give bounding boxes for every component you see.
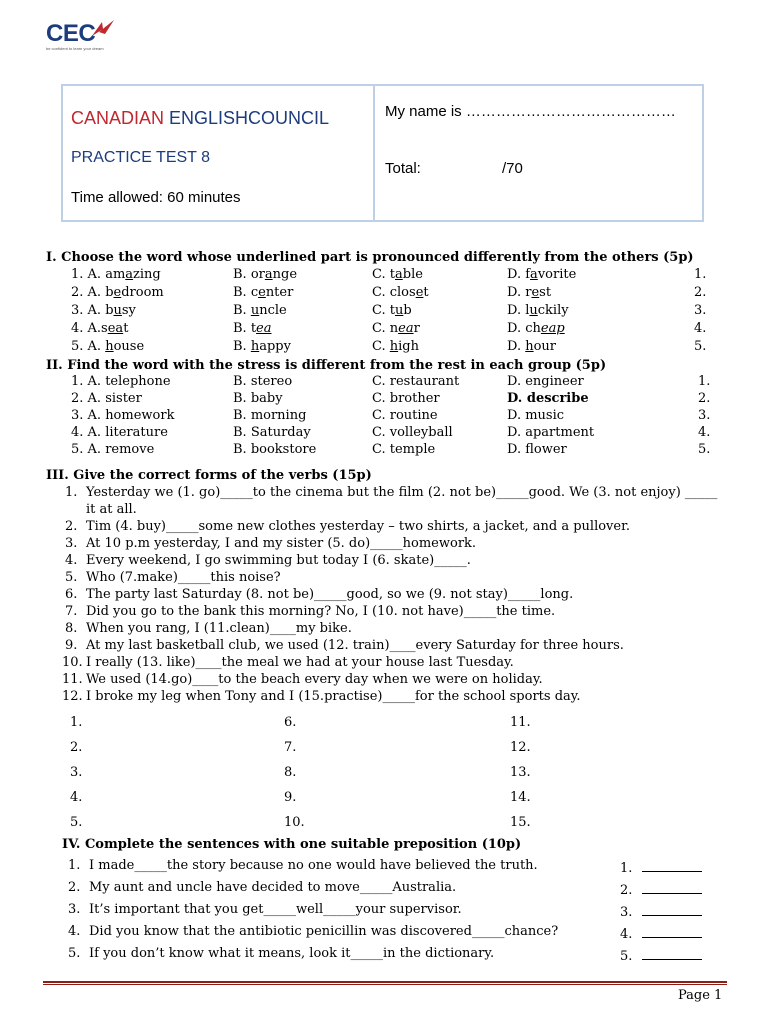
footer-rule [43,981,727,983]
item-text: I broke my leg when Tony and I (15.practise)_____for the school sports day. [86,689,581,704]
underlined-part: u [250,303,260,318]
option-a: 1. A. telephone [71,374,171,389]
answer-number: 4. [698,425,711,440]
answer-label: 3. [620,905,633,920]
option-c: C. brother [372,391,440,406]
option-c: C. high [372,339,419,354]
item-number: 2. [65,519,78,534]
item-number: 4. [65,553,78,568]
option-b: B. center [233,285,294,300]
option-c: C. tub [372,303,412,318]
answer-blank[interactable] [620,883,702,898]
option-d: D. apartment [507,425,595,440]
section1-title: I. Choose the word whose underlined part is pronounced differently from the others (5p) [46,250,694,265]
answer-number: 4. [694,321,707,336]
item-text: Did you go to the bank this morning? No, I (10. not have)_____the time. [86,604,556,619]
underlined-part: ea [398,321,414,336]
answer-slot[interactable]: 11. [510,715,531,730]
underlined-part: h [389,339,399,354]
answer-label: 1. [620,861,633,876]
item-number: 1. [68,858,81,873]
option-c: C. volleyball [372,425,453,440]
option-row [0,339,768,356]
item-number: 2. [68,880,81,895]
option-b: B. bookstore [233,442,317,457]
option-row [0,285,768,302]
item-text: I really (13. like)____the meal we had at your house last Tuesday. [86,655,514,670]
item-number: 9. [65,638,78,653]
option-b: B. stereo [233,374,293,389]
footer-rule-thin [43,984,727,985]
option-b: B. Saturday [233,425,311,440]
item-number: 12. [62,689,83,704]
answer-slot[interactable]: 8. [284,765,297,780]
option-c: C. table [372,267,423,282]
org-name-part1: CANADIAN [71,108,165,128]
option-row [0,267,768,284]
item-number: 11. [62,672,83,687]
option-c: C. routine [372,408,438,423]
option-b: B. uncle [233,303,287,318]
item-text: The party last Saturday (8. not be)_____good, so we (9. not stay)_____long. [86,587,574,602]
answer-slot[interactable]: 1. [70,715,83,730]
total-value: /70 [502,160,523,177]
item-text: My aunt and uncle have decided to move_____Australia. [89,880,457,895]
option-row [0,303,768,320]
item-text: it at all. [86,502,137,517]
item-number: 5. [65,570,78,585]
answer-number: 3. [698,408,711,423]
option-a: 4. A.seat [71,321,129,336]
item-text: I made_____the story because no one would have believed the truth. [89,858,538,873]
option-d: D. cheap [507,321,565,336]
item-text: It’s important that you get_____well_____your supervisor. [89,902,462,917]
underlined-part: e [415,285,424,300]
section3-title: III. Give the correct forms of the verbs (15p) [46,468,372,483]
underlined-part: a [394,267,403,282]
underlined-part: eap [540,321,565,336]
answer-slot[interactable]: 13. [510,765,531,780]
option-a: 5. A. remove [71,442,155,457]
option-row [0,442,768,459]
underlined-part: a [530,267,538,282]
option-d: D. favorite [507,267,577,282]
answer-number: 2. [698,391,711,406]
underlined-part: h [525,339,534,354]
item-text: Yesterday we (1. go)_____to the cinema but the film (2. not be)_____good. We (3. not enjoy) _____ [86,485,718,500]
answer-number: 1. [698,374,711,389]
option-a: 3. A. homework [71,408,175,423]
underlined-part: u [394,303,404,318]
answer-blank[interactable] [620,949,702,964]
underlined-part: h [250,339,260,354]
item-text: Did you know that the antibiotic penicillin was discovered_____chance? [89,924,559,939]
option-a: 2. A. bedroom [71,285,164,300]
section2-title: II. Find the word with the stress is different from the rest in each group (5p) [46,358,607,373]
option-a: 1. A. amazing [71,267,161,282]
answer-blank[interactable] [620,905,702,920]
option-b: B. happy [233,339,291,354]
answer-line[interactable] [642,883,702,894]
answer-label: 4. [620,927,633,942]
logo-tagline: be confident to learn your dream [46,46,104,51]
option-d: D. rest [507,285,552,300]
underlined-part: e [113,285,122,300]
option-b: B. orange [233,267,298,282]
answer-slot[interactable]: 3. [70,765,83,780]
option-row [0,425,768,442]
item-text: Who (7.make)_____this noise? [86,570,281,585]
answer-slot[interactable]: 4. [70,790,83,805]
total-label: Total: [385,160,421,177]
answer-number: 5. [698,442,711,457]
option-a: 5. A. house [71,339,145,354]
answer-line[interactable] [642,861,702,872]
option-a: 3. A. busy [71,303,136,318]
item-number: 10. [62,655,83,670]
option-d: D. luckily [507,303,569,318]
item-number: 3. [65,536,78,551]
item-text: Tim (4. buy)_____some new clothes yesterday – two shirts, a jacket, and a pullover. [86,519,631,534]
underlined-part: a [264,267,273,282]
option-b: B. tea [233,321,272,336]
item-text: At 10 p.m yesterday, I and my sister (5. do)_____homework. [86,536,477,551]
answer-blank[interactable] [620,927,702,942]
option-c: C. closet [372,285,429,300]
answer-line[interactable] [642,905,702,916]
item-number: 6. [65,587,78,602]
answer-slot[interactable]: 2. [70,740,83,755]
underlined-part: u [113,303,122,318]
time-allowed: Time allowed: 60 minutes [71,189,241,206]
option-d: D. describe [507,391,589,406]
item-number: 1. [65,485,78,500]
option-d: D. flower [507,442,567,457]
answer-line[interactable] [642,927,702,938]
answer-slot[interactable]: 5. [70,815,83,830]
answer-label: 2. [620,883,633,898]
org-name-part2: ENGLISHCOUNCIL [169,108,330,128]
answer-slot[interactable]: 10. [284,815,305,830]
page-number: Page 1 [678,988,723,1003]
answer-number: 5. [694,339,707,354]
cec-logo [46,20,104,51]
answer-label: 5. [620,949,633,964]
section4-title: IV. Complete the sentences with one suitable preposition (10p) [62,837,522,852]
option-c: C. near [372,321,420,336]
underlined-part: a [125,267,134,282]
option-d: D. engineer [507,374,584,389]
option-d: D. hour [507,339,557,354]
item-text: Every weekend, I go swimming but today I (6. skate)_____. [86,553,471,568]
answer-line[interactable] [642,949,702,960]
option-row [0,374,768,391]
option-a: 2. A. sister [71,391,142,406]
option-row [0,321,768,338]
underlined-part: ea [256,321,272,336]
item-text: At my last basketball club, we used (12. train)____every Saturday for three hours. [86,638,624,653]
option-d: D. music [507,408,565,423]
item-text: If you don’t know what it means, look it_____in the dictionary. [89,946,495,961]
test-name: PRACTICE TEST 8 [71,149,210,166]
answer-slot[interactable]: 12. [510,740,531,755]
answer-slot[interactable]: 7. [284,740,297,755]
logo-text: CEC [46,20,96,47]
answer-slot[interactable]: 14. [510,790,531,805]
underlined-part: u [529,303,538,318]
answer-slot[interactable]: 9. [284,790,297,805]
org-name [71,108,329,129]
option-b: B. baby [233,391,283,406]
logo-swoosh-icon [90,18,116,40]
option-b: B. morning [233,408,307,423]
item-text: We used (14.go)____to the beach every day when we were on holiday. [86,672,543,687]
item-number: 5. [68,946,81,961]
answer-blank[interactable] [620,861,702,876]
item-number: 8. [65,621,78,636]
answer-number: 1. [694,267,707,282]
name-field[interactable]: My name is …………………………………… [385,103,676,120]
option-a: 4. A. literature [71,425,168,440]
option-row [0,391,768,408]
answer-number: 2. [694,285,707,300]
item-number: 7. [65,604,78,619]
option-c: C. restaurant [372,374,460,389]
underlined-part: e [531,285,540,300]
underlined-part: h [105,339,114,354]
underlined-part: e [258,285,266,300]
option-c: C. temple [372,442,436,457]
answer-slot[interactable]: 6. [284,715,297,730]
item-number: 4. [68,924,81,939]
item-number: 3. [68,902,81,917]
header-divider [373,84,375,222]
option-row [0,408,768,425]
answer-number: 3. [694,303,707,318]
answer-slot[interactable]: 15. [510,815,531,830]
item-text: When you rang, I (11.clean)____my bike. [86,621,352,636]
underlined-part: ea [107,321,124,336]
